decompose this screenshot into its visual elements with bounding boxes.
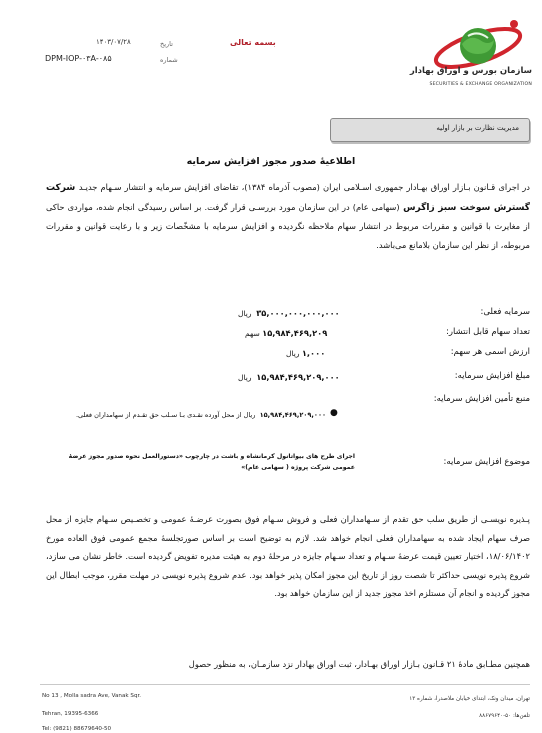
capital-increase-amount: ۱۵,۹۸۴,۴۶۹,۲۰۹,۰۰۰ [256, 372, 340, 382]
department-name: مدیریت نظارت بر بازار اولیه [436, 124, 519, 132]
organization-name-english: SECURITIES & EXCHANGE ORGANIZATION [429, 82, 532, 87]
funding-source-amount: ۱۵,۹۸۴,۴۶۹,۲۰۹,۰۰۰ [259, 411, 326, 419]
date-value: ۱۴۰۳/۰۷/۲۸ [96, 38, 131, 46]
registration-paragraph: همچنین مطـابق مادهٔ ۲۱ قـانون بـازار اوراق بهـادار، ثبت اوراق بهادار نزد سازمـان، به منظور حصول [188, 659, 530, 669]
capital-increase-value [238, 372, 340, 382]
increase-purpose-label: موضوع افزایش سرمایه: [443, 457, 530, 467]
subscription-paragraph: پـذیره نویسـی از طریق سلب حق تقدم از سـهامداران فعلی و فروش سـهام فوق بصورت عرضـهٔ عمومی و تخصـیص سـهام جایزه از محل صرف سهام ایجاد شده به سهامداران فعلی انجام خواهد شد. لازم به توضیح است بر اساس صورتجلسهٔ مجمع عمومی فوق العاده مورخ ۱۸/۰۶/۱۴۰۲، اختیار تعیین قیمت عرضهٔ سـهام و تعداد سـهام جایزه در مرحلهٔ دوم به هیئت مدیره تفویض گردیده است. خاطر نشان می سازد، شروع پذیره نویسی حداکثر تا شصت روز از تاریخ این مجوز امکان پذیر خواهد بود. عدم شروع پذیره نویسی در مهلت مقرر، موجب ابطال این مجوز گردیده و انجام آن مستلزم اخذ مجوز جدید از این سازمان خواهد بود. [46, 514, 530, 598]
funding-source-label: منبع تأمین افزایش سرمایه: [433, 394, 530, 404]
current-capital-value [238, 308, 340, 318]
number-label: شماره [160, 56, 178, 64]
nominal-value-unit: ریال [286, 349, 300, 358]
shares-count-label: تعداد سهام قابل انتشار: [446, 327, 530, 337]
intro-paragraph [46, 178, 530, 254]
date-label: تاریخ [160, 40, 173, 48]
capital-increase-unit: ریال [238, 373, 252, 382]
bismillah-heading: بسمه تعالی [230, 38, 276, 47]
footer-phone-persian: تلفن‌ها: ۵۰-۸۸۶۷۹۶۴۰ [479, 713, 530, 719]
department-box [330, 118, 530, 142]
funding-source-text: ریال از محل آورده نقـدی بـا سـلب حق تقـدم از سهامداران فعلی. [75, 411, 256, 419]
footer-address-english: No 13 , Molla sadra Ave, Vanak Sqr. [42, 693, 142, 699]
nominal-value-amount: ۱,۰۰۰ [301, 348, 326, 358]
current-capital-unit: ریال [238, 309, 252, 318]
shares-count-amount: ۱۵,۹۸۴,۴۶۹,۲۰۹ [262, 328, 328, 338]
intro-text-start: در اجرای قـانون بـازار اوراق بهـادار جمهوری اسـلامی ایران (مصوب آذرماه ۱۳۸۴)، تقاضای افزایش سرمایه و انتشار سـهام جدیـد [78, 182, 531, 192]
document-title: اطلاعیهٔ صدور مجوز افزایش سرمایه [186, 156, 356, 167]
current-capital-label: سرمایه فعلی: [480, 307, 530, 317]
nominal-value-value [286, 348, 325, 358]
increase-purpose-text: اجرای طرح های بیواتانول کرمانشاه و باشت در چارچوب «دستورالعمل نحوه صدور مجوز عرضهٔ عمومی شرکت پروژه ( سهامی عام)» [68, 453, 355, 471]
company-name: شرکت گسترش سوخت سبز زاگرس [46, 183, 530, 213]
footer-address-persian: تهران، میدان ونک، ابتدای خیابان ملاصدرا، شماره ۱۳ [409, 696, 530, 702]
funding-source-value [50, 409, 326, 421]
shares-count-unit: سهم [245, 329, 260, 338]
nominal-value-label: ارزش اسمی هر سهم: [450, 347, 530, 357]
footer-city-english: Tehran, 19395-6366 [42, 711, 99, 717]
footer-phone-english: Tel: (9821) 88679640-50 [42, 726, 112, 732]
bullet-icon: ● [330, 408, 338, 418]
shares-count-value [245, 328, 327, 338]
letter-number: DPM-IOP-۰۳A-۰۸۵ [45, 54, 112, 63]
footer-divider [40, 684, 530, 685]
organization-name: سازمان بورس و اوراق بهادار [409, 66, 532, 76]
capital-increase-label: مبلغ افزایش سرمایه: [454, 371, 530, 381]
intro-text-end: (سهامی عام) در این سازمان مورد بررسـی قرار گرفت. بر اساس رسیدگی انجام شده، مواردی حاکی از مغایرت با قوانین و مقررات مربوط در انتشار سهام ملاحظه نگردیده و افزایش سرمایه با مشخّصات زیر و با رعایت قوانین و مقررات مربوطه، از نظر این سازمان بلامانع می‌باشد. [46, 201, 530, 250]
current-capital-amount: ۳۵,۰۰۰,۰۰۰,۰۰۰,۰۰۰ [256, 308, 340, 318]
